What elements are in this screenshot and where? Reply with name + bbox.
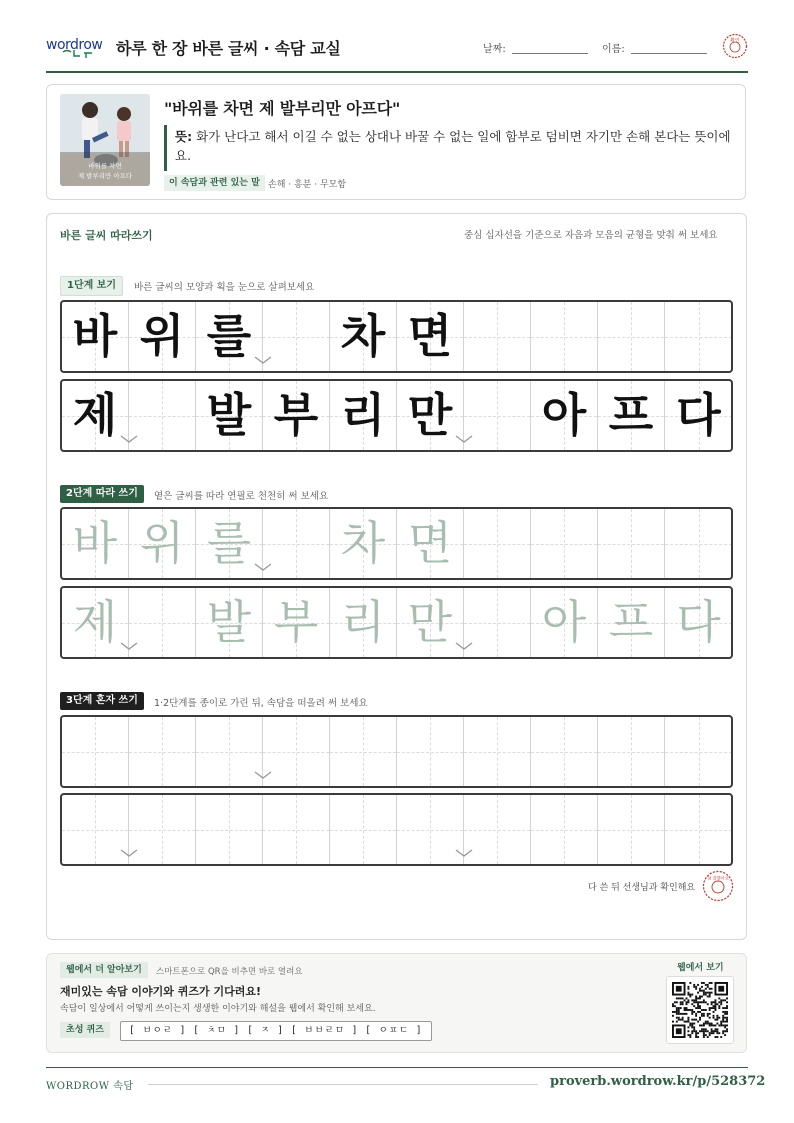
writing-cell[interactable] bbox=[196, 509, 263, 578]
writing-cell bbox=[464, 381, 531, 450]
writing-cell bbox=[531, 302, 598, 371]
step1-row-1 bbox=[60, 300, 733, 373]
writing-cell[interactable] bbox=[665, 717, 732, 786]
model-character: 만 bbox=[407, 388, 453, 442]
model-character: 차 bbox=[340, 309, 386, 363]
model-character: 위 bbox=[139, 309, 185, 363]
writing-cell[interactable] bbox=[665, 509, 732, 578]
writing-cell[interactable] bbox=[464, 795, 531, 864]
proverb-title: "바위를 차면 제 발부리만 아프다" bbox=[164, 99, 401, 118]
svg-text:확인: 확인 bbox=[730, 38, 740, 44]
model-character: 다 bbox=[676, 388, 721, 442]
name-field[interactable] bbox=[631, 53, 707, 54]
model-character: 프 bbox=[608, 388, 654, 442]
writing-cell[interactable] bbox=[263, 795, 330, 864]
svg-text:wordrow: wordrow bbox=[46, 37, 103, 53]
step1-tag: 1단계 보기 bbox=[60, 276, 123, 296]
step3-tag: 3단계 혼자 쓰기 bbox=[60, 692, 144, 710]
trace-character: 면 bbox=[407, 516, 453, 570]
model-character: 를 bbox=[206, 309, 252, 363]
web-view-label: 웹에서 보기 bbox=[677, 963, 724, 973]
writing-cell[interactable] bbox=[330, 509, 397, 578]
model-character: 제 bbox=[72, 388, 118, 442]
web-more-desc: 스마트폰으로 QR을 비추면 바로 열려요 bbox=[156, 967, 303, 977]
web-more-tag: 웹에서 더 알아보기 bbox=[60, 962, 148, 978]
writing-cell bbox=[129, 302, 196, 371]
writing-cell[interactable] bbox=[129, 717, 196, 786]
writing-cell[interactable] bbox=[397, 588, 464, 657]
writing-cell[interactable] bbox=[196, 717, 263, 786]
step1-desc: 바른 글씨의 모양과 획을 눈으로 살펴보세요 bbox=[134, 282, 315, 293]
trace-character: 만 bbox=[407, 595, 453, 649]
space-mark-icon bbox=[120, 641, 138, 651]
writing-cell bbox=[62, 381, 129, 450]
writing-cell[interactable] bbox=[330, 717, 397, 786]
writing-cell[interactable] bbox=[464, 509, 531, 578]
writing-cell bbox=[397, 381, 464, 450]
meaning-text: 화가 난다고 해서 이길 수 없는 상대나 바꿀 수 없는 일에 함부로 덤비면 자기만 손해 본다는 뜻이에요. bbox=[175, 129, 731, 163]
step1-row-2 bbox=[60, 379, 733, 452]
writing-cell bbox=[263, 302, 330, 371]
footer-brand: WORDROW 속담 bbox=[46, 1081, 134, 1092]
writing-cell[interactable] bbox=[330, 795, 397, 864]
writing-cell[interactable] bbox=[129, 795, 196, 864]
space-mark-icon bbox=[455, 641, 473, 651]
model-character: 바 bbox=[72, 309, 118, 363]
model-character: 발 bbox=[206, 388, 252, 442]
qr-code-icon[interactable] bbox=[672, 982, 728, 1038]
writing-cell bbox=[330, 381, 397, 450]
practice-title: 바른 글씨 따라쓰기 bbox=[60, 229, 153, 242]
space-mark-icon bbox=[455, 434, 473, 444]
wordrow-logo bbox=[46, 35, 108, 61]
date-field[interactable] bbox=[512, 53, 588, 54]
writing-cell[interactable] bbox=[263, 509, 330, 578]
practice-hint: 중심 십자선을 기준으로 자음과 모음의 균형을 맞춰 써 보세요 bbox=[464, 230, 718, 241]
writing-cell bbox=[196, 381, 263, 450]
writing-cell bbox=[263, 381, 330, 450]
writing-cell[interactable] bbox=[531, 717, 598, 786]
trace-character: 발 bbox=[206, 595, 252, 649]
writing-cell[interactable] bbox=[464, 588, 531, 657]
trace-character: 부 bbox=[273, 595, 319, 649]
writing-cell[interactable] bbox=[196, 795, 263, 864]
step2-tag: 2단계 따라 쓰기 bbox=[60, 485, 144, 503]
writing-cell[interactable] bbox=[464, 717, 531, 786]
trace-character: 프 bbox=[608, 595, 654, 649]
writing-cell bbox=[531, 381, 598, 450]
step2-desc: 옅은 글씨를 따라 연필로 천천히 써 보세요 bbox=[154, 491, 329, 502]
trace-character: 차 bbox=[340, 516, 386, 570]
writing-cell[interactable] bbox=[129, 509, 196, 578]
writing-cell[interactable] bbox=[263, 588, 330, 657]
step3-row-1[interactable] bbox=[60, 715, 733, 788]
writing-cell bbox=[129, 381, 196, 450]
writing-cell bbox=[62, 302, 129, 371]
svg-text:바위를 차면: 바위를 차면 bbox=[88, 162, 122, 170]
trace-character: 리 bbox=[340, 595, 386, 649]
writing-cell[interactable] bbox=[598, 795, 665, 864]
model-character: 리 bbox=[340, 388, 386, 442]
writing-cell[interactable] bbox=[531, 509, 598, 578]
writing-cell[interactable] bbox=[62, 795, 129, 864]
confirm-stamp-icon bbox=[722, 33, 748, 59]
writing-cell[interactable] bbox=[665, 588, 732, 657]
step3-desc: 1·2단계를 종이로 가린 뒤, 속담을 떠올려 써 보세요 bbox=[154, 698, 368, 709]
step3-row-2[interactable] bbox=[60, 793, 733, 866]
trace-character: 아 bbox=[541, 595, 587, 649]
writing-cell[interactable] bbox=[397, 717, 464, 786]
writing-cell[interactable] bbox=[598, 509, 665, 578]
web-description: 속담이 일상에서 어떻게 쓰이는지 생생한 이야기와 해설을 웹에서 확인해 보세요. bbox=[60, 1004, 376, 1014]
trace-character: 를 bbox=[206, 516, 252, 570]
writing-cell bbox=[397, 302, 464, 371]
meaning-accent-bar bbox=[164, 125, 167, 171]
writing-cell[interactable] bbox=[531, 795, 598, 864]
writing-cell[interactable] bbox=[263, 717, 330, 786]
writing-cell bbox=[598, 381, 665, 450]
web-heading: 재미있는 속담 이야기와 퀴즈가 기다려요! bbox=[60, 985, 261, 998]
writing-cell[interactable] bbox=[62, 509, 129, 578]
trace-character: 바 bbox=[72, 516, 118, 570]
writing-cell[interactable] bbox=[665, 795, 732, 864]
meaning-label: 뜻: bbox=[175, 129, 193, 144]
footer-line bbox=[148, 1084, 538, 1085]
writing-cell[interactable] bbox=[196, 588, 263, 657]
space-mark-icon bbox=[254, 770, 272, 780]
proverb-meaning bbox=[175, 127, 735, 165]
writing-cell[interactable] bbox=[62, 717, 129, 786]
writing-cell[interactable] bbox=[531, 588, 598, 657]
initial-consonant-quiz: [ ㅂㅇㄹ ] [ ㅊㅁ ] [ ㅈ ] [ ㅂㅂㄹㅁ ] [ ㅇㅍㄷ ] bbox=[120, 1021, 432, 1041]
writing-cell bbox=[598, 302, 665, 371]
model-character: 부 bbox=[273, 388, 319, 442]
space-mark-icon bbox=[455, 848, 473, 858]
footer-divider bbox=[46, 1067, 748, 1068]
space-mark-icon bbox=[120, 434, 138, 444]
writing-cell[interactable] bbox=[397, 795, 464, 864]
trace-character: 제 bbox=[72, 595, 118, 649]
step2-row-2[interactable] bbox=[60, 586, 733, 659]
model-character: 아 bbox=[541, 388, 587, 442]
teacher-check-text: 다 쓴 뒤 선생님과 확인해요 bbox=[588, 883, 696, 893]
name-label: 이름: bbox=[602, 44, 625, 55]
related-words: 손해 · 흥분 · 무모함 bbox=[268, 180, 347, 190]
writing-cell bbox=[665, 302, 732, 371]
writing-cell bbox=[330, 302, 397, 371]
writing-cell[interactable] bbox=[598, 588, 665, 657]
space-mark-icon bbox=[254, 355, 272, 365]
date-label: 날짜: bbox=[483, 44, 506, 55]
related-words-label: 이 속담과 관련 있는 말 bbox=[164, 175, 265, 191]
svg-text:제 발부리만 아프다: 제 발부리만 아프다 bbox=[77, 172, 133, 180]
writing-cell bbox=[196, 302, 263, 371]
writing-cell[interactable] bbox=[129, 588, 196, 657]
writing-cell[interactable] bbox=[397, 509, 464, 578]
model-character: 면 bbox=[407, 309, 453, 363]
svg-text:참 잘했어요: 참 잘했어요 bbox=[707, 875, 729, 881]
writing-cell[interactable] bbox=[62, 588, 129, 657]
writing-cell[interactable] bbox=[330, 588, 397, 657]
space-mark-icon bbox=[120, 848, 138, 858]
footer-url[interactable]: proverb.wordrow.kr/p/528372 bbox=[550, 1074, 766, 1089]
quiz-label: 초성 퀴즈 bbox=[60, 1022, 110, 1038]
writing-cell bbox=[464, 302, 531, 371]
header-divider bbox=[46, 71, 748, 73]
worksheet-title: 하루 한 장 바른 글씨 · 속담 교실 bbox=[116, 39, 341, 58]
space-mark-icon bbox=[254, 562, 272, 572]
writing-cell bbox=[665, 381, 732, 450]
trace-character: 위 bbox=[139, 516, 185, 570]
well-done-stamp-icon bbox=[702, 870, 734, 902]
step2-row-1[interactable] bbox=[60, 507, 733, 580]
writing-cell[interactable] bbox=[598, 717, 665, 786]
proverb-illustration bbox=[60, 94, 150, 186]
trace-character: 다 bbox=[676, 595, 721, 649]
